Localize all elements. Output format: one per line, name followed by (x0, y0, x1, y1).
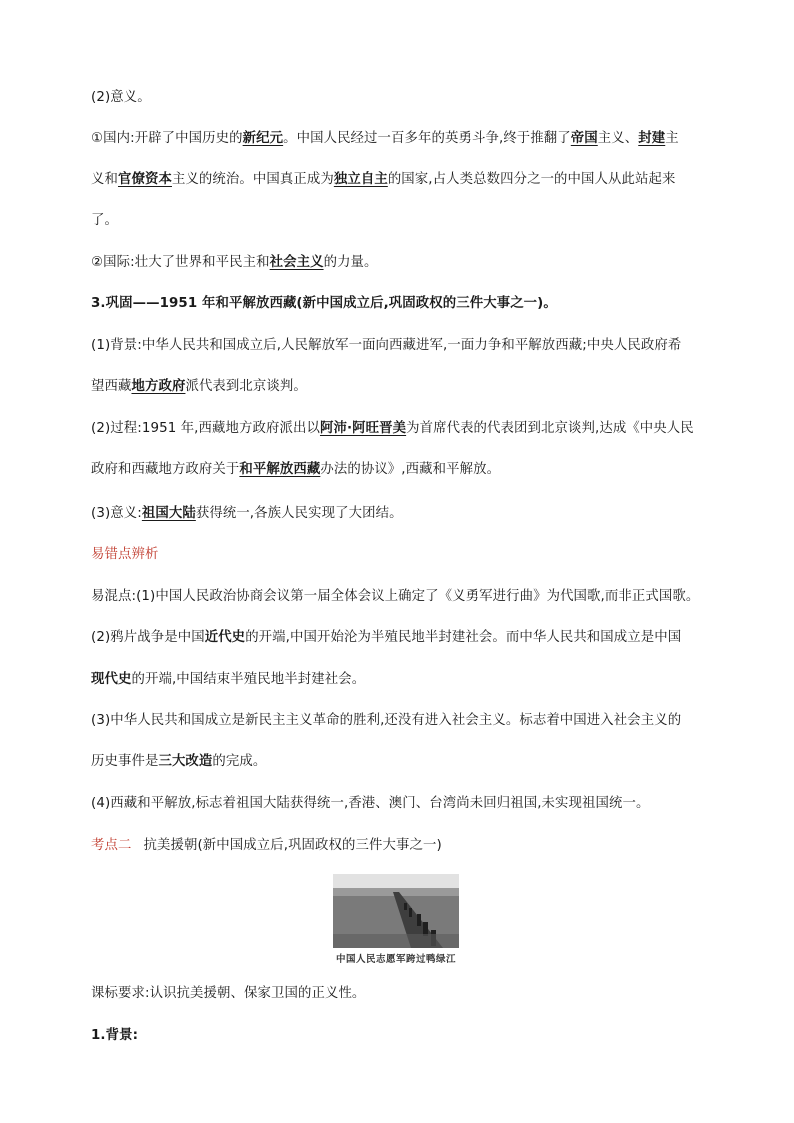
keyword: 三大改造 (158, 754, 213, 769)
keyword: 地方政府 (131, 379, 186, 394)
keyword: 祖国大陆 (141, 506, 196, 521)
keyword: 阿沛·阿旺晋美 (319, 421, 407, 436)
confusion-point-4: (4)西藏和平解放,标志着祖国大陆获得统一,香港、澳门、台湾尚未回归祖国,未实现祖国统一。 (91, 796, 650, 811)
keyword: 社会主义 (269, 255, 324, 270)
confusion-point-3-line2: 历史事件是三大改造的完成。 (91, 754, 267, 769)
volunteer-army-photo (333, 874, 459, 948)
domestic-significance-line3: 了。 (91, 213, 118, 228)
keyword: 独立自主 (333, 172, 388, 187)
keyword: 和平解放西藏 (239, 462, 321, 477)
tibet-process-line1: (2)过程:1951 年,西藏地方政府派出以阿沛·阿旺晋美为首席代表的代表团到北京谈判,达成《中央人民 (91, 421, 694, 436)
confusion-point-2-line1: (2)鸦片战争是中国近代史的开端,中国开始沦为半殖民地半封建社会。而中华人民共和国成立是中国 (91, 630, 682, 645)
exam-point-label: 考点二 (91, 838, 132, 853)
background-heading: 1.背景: (91, 1028, 139, 1043)
tibet-background-line1: (1)背景:中华人民共和国成立后,人民解放军一面向西藏进军,一面力争和平解放西藏;中央人民政府希 (91, 338, 682, 353)
confusion-point-2-line2: 现代史的开端,中国结束半殖民地半封建社会。 (91, 672, 366, 687)
confusion-point-3-line1: (3)中华人民共和国成立是新民主主义革命的胜利,还没有进入社会主义。标志着中国进入社会主义的 (91, 713, 682, 728)
domestic-significance-line2: 义和官僚资本主义的统治。中国真正成为独立自主的国家,占人类总数四分之一的中国人从此站起来 (91, 172, 676, 187)
keyword: 帝国 (570, 131, 598, 146)
curriculum-requirement: 课标要求:认识抗美援朝、保家卫国的正义性。 (91, 986, 366, 1001)
exam-point-2-heading: 考点二 抗美援朝(新中国成立后,巩固政权的三件大事之一) (91, 838, 442, 853)
tibet-process-line2: 政府和西藏地方政府关于和平解放西藏办法的协议》,西藏和平解放。 (91, 462, 501, 477)
keyword: 近代史 (204, 630, 246, 645)
photo-caption: 中国人民志愿军跨过鸭绿江 (335, 954, 456, 965)
domestic-significance-line1: ①国内:开辟了中国历史的新纪元。中国人民经过一百多年的英勇斗争,终于推翻了帝国主义、封建主 (91, 131, 679, 146)
tibet-background-line2: 望西藏地方政府派代表到北京谈判。 (91, 379, 307, 394)
keyword: 官僚资本 (117, 172, 172, 187)
keyword: 封建 (638, 131, 666, 146)
tibet-significance: (3)意义:祖国大陆获得统一,各族人民实现了大团结。 (91, 506, 403, 521)
error-analysis-label: 易错点辨析 (91, 547, 159, 562)
section-heading-tibet: 3.巩固——1951 年和平解放西藏(新中国成立后,巩固政权的三件大事之一)。 (91, 296, 557, 311)
keyword: 新纪元 (242, 131, 284, 146)
confusion-point-1: 易混点:(1)中国人民政治协商会议第一届全体会议上确定了《义勇军进行曲》为代国歌,而非正式国歌。 (91, 589, 700, 604)
international-significance: ②国际:壮大了世界和平民主和社会主义的力量。 (91, 255, 378, 270)
significance-title: (2)意义。 (91, 90, 151, 105)
keyword: 现代史 (91, 672, 132, 687)
river-crossing-illustration (333, 874, 459, 948)
